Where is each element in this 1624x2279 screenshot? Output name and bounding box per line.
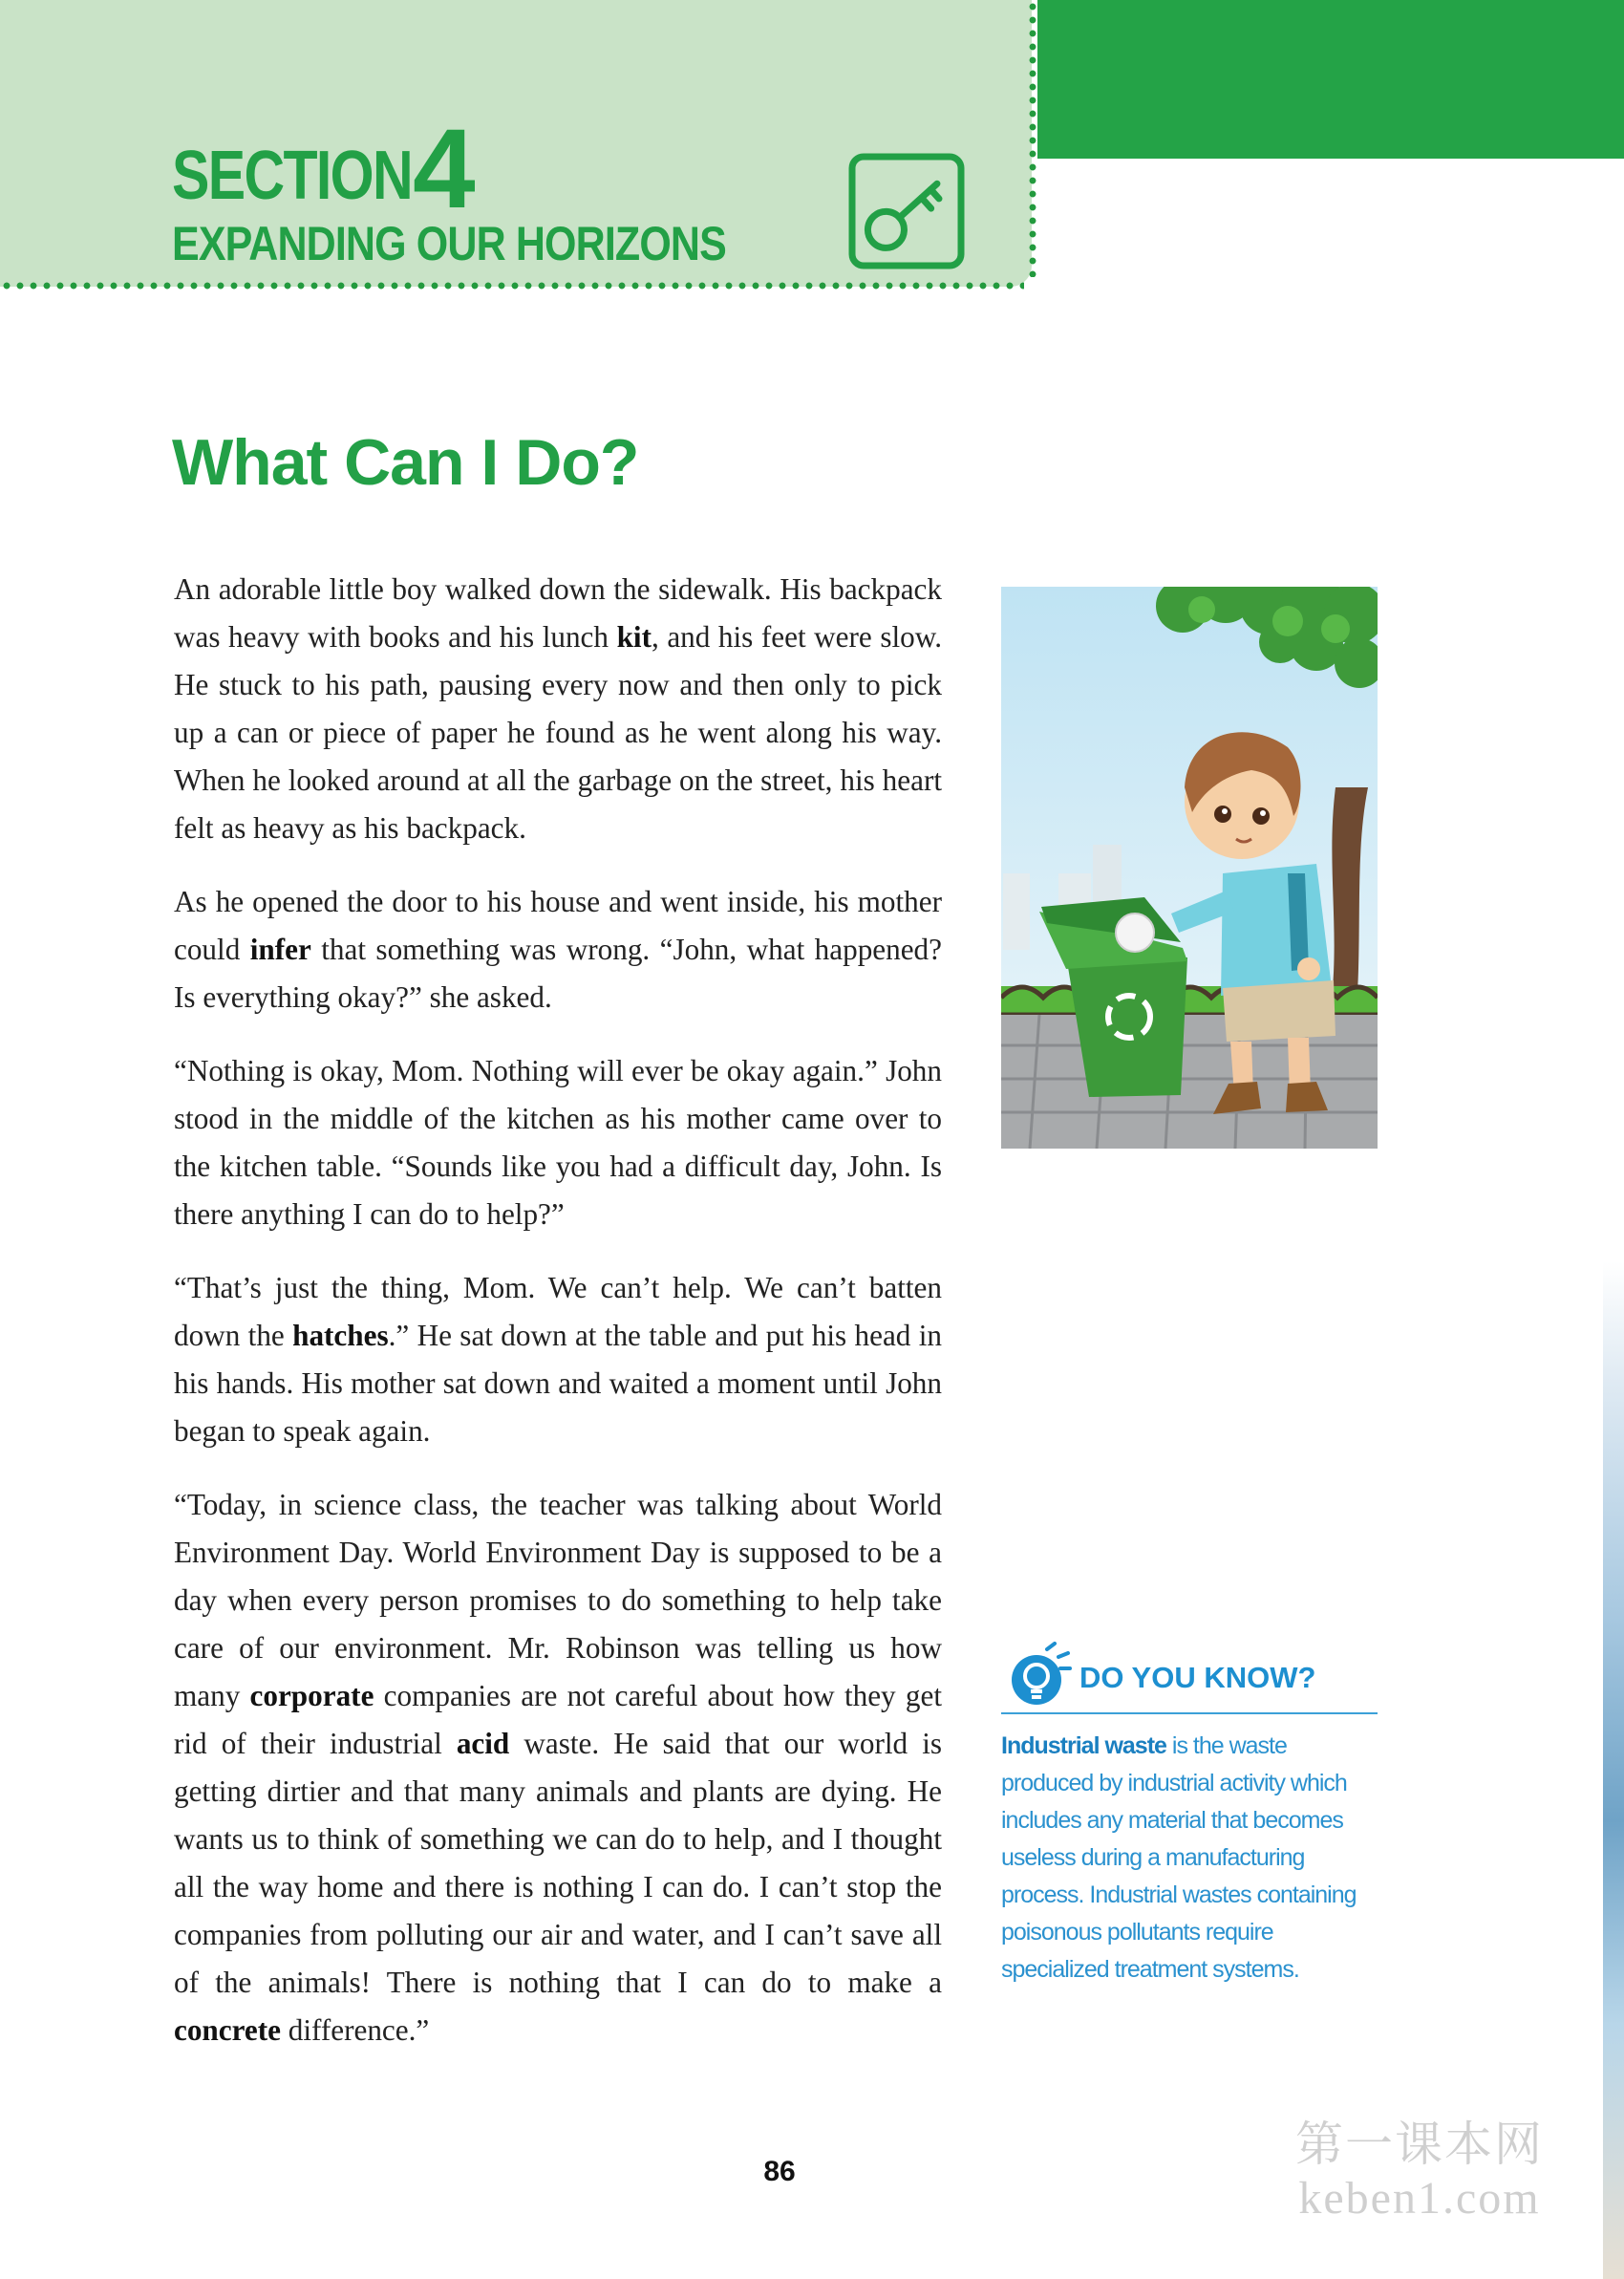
paragraph: An adorable little boy walked down the sidewalk. His backpack was heavy with books and his lunch kit, and his feet were slow. He stuck to his path, pausing every now and then only to pick up a can or piece of paper he found as he went along his way. When he looked around at all the garbage on the street, his heart felt as heavy as his backpack. bbox=[174, 572, 943, 845]
did-you-know-title: DO YOU KNOW? bbox=[1079, 1661, 1316, 1694]
key-icon bbox=[848, 153, 965, 269]
paragraph: “Today, in science class, the teacher was talking about World Environment Day. World Environment Day is supposed to be a day when every person promises to do something to help take care of our environment. Mr. Robinson was telling us how many corporate companies are not careful about how they get rid of their industrial acid waste. He said that our world is getting dirtier and that many animals and plants are dying. He wants us to think of something we can do to help, and I thought all the way home and there is nothing I can do. I can’t stop the companies from polluting our air and water, and I can’t save all of the animals! There is nothing that I can do to make a concrete difference.” bbox=[174, 1488, 943, 2047]
page-edge-strip bbox=[1603, 1261, 1624, 2279]
dotted-border bbox=[1028, 0, 1037, 277]
paragraph: “That’s just the thing, Mom. We can’t help. We can’t batten down the hatches.” He sat down at the table and put his head in his hands. His mother sat down and waited a moment until John began to speak again. bbox=[174, 1271, 942, 1448]
boy-recycling-illustration bbox=[1001, 587, 1378, 1149]
lightbulb-icon bbox=[1005, 1642, 1072, 1709]
section-number: 4 bbox=[413, 106, 476, 232]
did-you-know-text: Industrial waste is the waste produced by industrial activity which includes any material that becomes useless during a manufacturing process. Industrial wastes containing poisonous pollutants require specialized treatment systems. bbox=[1001, 1732, 1357, 1983]
page-number: 86 bbox=[763, 2156, 796, 2187]
story-text bbox=[174, 566, 942, 2080]
divider bbox=[1001, 1712, 1378, 1714]
did-you-know-box bbox=[1001, 1640, 1378, 1989]
vocab-word: kit bbox=[616, 620, 652, 654]
dotted-border bbox=[0, 281, 1024, 290]
vocab-word: concrete bbox=[174, 2013, 281, 2047]
watermark: 第一课本网 keben1.com bbox=[1295, 2117, 1544, 2224]
paragraph: “Nothing is okay, Mom. Nothing will ever be okay again.” John stood in the middle of the kitchen as his mother came over to the kitchen table. “Sounds like you had a difficult day, John. Is there anything I can do to help?” bbox=[174, 1054, 942, 1231]
vocab-word: infer bbox=[249, 933, 311, 966]
section-label: SECTION bbox=[172, 138, 412, 214]
section-subtitle: EXPANDING OUR HORIZONS bbox=[172, 217, 726, 270]
page-title: What Can I Do? bbox=[172, 426, 639, 499]
header-accent-bar bbox=[1037, 0, 1624, 159]
key-term: Industrial waste bbox=[1001, 1732, 1166, 1759]
paragraph: As he opened the door to his house and went inside, his mother could infer that something was wrong. “John, what happened? Is everything okay?” she asked. bbox=[174, 885, 942, 1014]
vocab-word: corporate bbox=[249, 1679, 374, 1712]
vocab-word: acid bbox=[456, 1727, 510, 1760]
vocab-word: hatches bbox=[292, 1319, 389, 1352]
